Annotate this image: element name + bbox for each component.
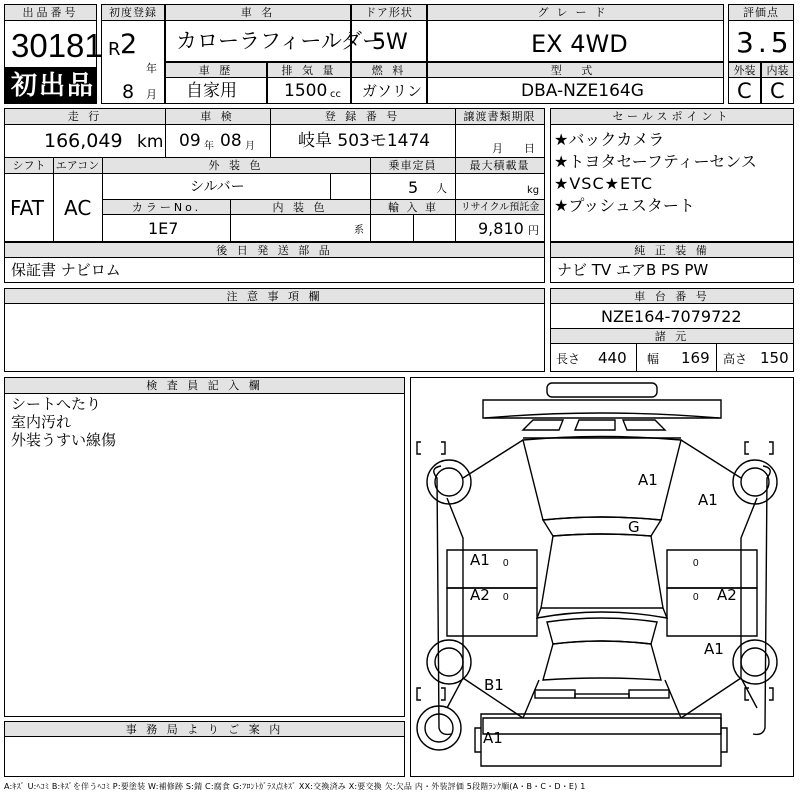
first-registration-box bbox=[101, 4, 165, 104]
sales-point-2: ★トヨタセーフティーセンス bbox=[554, 152, 757, 171]
ac-label: エアコン bbox=[53, 158, 102, 174]
first-listing-label: 初出品 bbox=[11, 71, 96, 101]
recycle-value: 9,810 bbox=[478, 219, 524, 238]
later-parts-value: 保証書 ナビロム bbox=[11, 261, 121, 279]
capacity-unit: 人 bbox=[436, 182, 447, 195]
car-name-label: 車 名 bbox=[166, 5, 350, 21]
recycle-label: リサイクル預託金 bbox=[456, 200, 544, 215]
sales-point-1: ★バックカメラ bbox=[554, 130, 665, 149]
height-value: 150 bbox=[760, 349, 789, 367]
recycle-unit: 円 bbox=[528, 224, 539, 237]
reg-year-unit: 年 bbox=[146, 62, 157, 75]
ac-value: AC bbox=[64, 196, 92, 220]
lot-number: 30181 bbox=[11, 27, 103, 64]
damage-mark-8: B1 bbox=[484, 676, 504, 694]
mileage-value: 166,049 bbox=[44, 130, 123, 152]
sales-point-4: ★プッシュスタート bbox=[554, 196, 695, 215]
damage-mark-2: A1 bbox=[698, 491, 718, 509]
grade-value: EX 4WD bbox=[531, 30, 628, 58]
displacement-box bbox=[267, 62, 351, 104]
int-grade-value: C bbox=[770, 79, 785, 103]
damage-mark-1: A1 bbox=[638, 471, 658, 489]
ext-grade-value: C bbox=[737, 79, 752, 103]
ext-grade-label: 外装 bbox=[729, 63, 760, 78]
car-name: カローラフィールダー bbox=[176, 29, 384, 53]
color-no-label: カラーNo. bbox=[103, 200, 230, 215]
fuel-box bbox=[351, 62, 427, 104]
int-color-unit: 系 bbox=[354, 225, 364, 236]
history-box bbox=[165, 62, 267, 104]
damage-mark-3: G bbox=[628, 518, 640, 536]
specs-block bbox=[4, 108, 545, 242]
width-label: 幅 bbox=[647, 352, 660, 366]
svg-text:0: 0 bbox=[693, 558, 699, 569]
sales-point-3: ★VSC★ETC bbox=[554, 174, 654, 193]
insp-year: 09 bbox=[179, 131, 201, 151]
insp-year-unit: 年 bbox=[204, 141, 214, 152]
later-parts-box bbox=[4, 242, 545, 283]
height-label: 高さ bbox=[723, 352, 748, 366]
svg-text:0: 0 bbox=[503, 592, 509, 603]
load-label: 最大積載量 bbox=[455, 158, 544, 174]
svg-text:0: 0 bbox=[503, 558, 509, 569]
sales-points-label: セールスポイント bbox=[551, 109, 793, 125]
ext-grade-box bbox=[728, 62, 761, 104]
insp-month-unit: 月 bbox=[245, 141, 255, 152]
model-box bbox=[427, 62, 724, 104]
int-color-label: 内 装 色 bbox=[230, 200, 370, 215]
width-value: 169 bbox=[681, 349, 710, 367]
damage-mark-4: A1 bbox=[470, 551, 490, 569]
inspector-label: 検 査 員 記 入 欄 bbox=[5, 378, 404, 394]
door-type-label: ドア形状 bbox=[352, 5, 426, 21]
car-diagram bbox=[411, 378, 793, 776]
door-type-box bbox=[351, 4, 427, 62]
mileage-unit: km bbox=[137, 132, 164, 152]
transfer-month: 月 bbox=[492, 142, 503, 155]
shift-value: FAT bbox=[10, 196, 45, 220]
legend-text: A:ｷｽﾞ U:ﾍｺﾐ B:ｷｽﾞを伴うﾍｺﾐ P:要塗装 W:補修跡 S:錆 C:腐食 G:ﾌﾛﾝﾄｶﾞﾗｽ点ｷｽﾞ XX:交換済み X:要交換 欠:欠品 内・外装評価 5段階ﾗﾝｸ順(A・B・C・D・E) 1 bbox=[4, 782, 586, 791]
shift-label: シフト bbox=[5, 158, 53, 174]
grade-box bbox=[427, 4, 724, 62]
reg-month: 8 bbox=[122, 81, 135, 103]
chassis-value: NZE164-7079722 bbox=[601, 307, 742, 326]
first-listing-badge bbox=[5, 67, 96, 103]
notes-box bbox=[4, 288, 545, 372]
length-value: 440 bbox=[598, 349, 627, 367]
later-parts-label: 後 日 発 送 部 品 bbox=[5, 243, 544, 258]
fuel-value: ガソリン bbox=[362, 82, 423, 100]
inspector-box bbox=[4, 377, 405, 717]
displacement-label: 排 気 量 bbox=[268, 63, 350, 78]
int-grade-box bbox=[761, 62, 794, 104]
plate-label: 登 録 番 号 bbox=[270, 109, 455, 125]
ext-color-label: 外 装 色 bbox=[102, 158, 370, 174]
lot-box bbox=[4, 4, 103, 104]
damage-mark-7: A1 bbox=[704, 640, 724, 658]
transfer-label: 譲渡書類期限 bbox=[455, 109, 544, 125]
capacity-value: 5 bbox=[408, 178, 419, 197]
capacity-label: 乗車定員 bbox=[370, 158, 455, 174]
damage-diagram-box bbox=[410, 377, 794, 777]
model-value: DBA-NZE164G bbox=[521, 81, 644, 101]
import-label: 輸 入 車 bbox=[371, 200, 455, 215]
office-box bbox=[4, 721, 405, 777]
lot-label: 出品番号 bbox=[5, 5, 96, 21]
insp-month: 08 bbox=[220, 131, 242, 151]
dims-label: 諸 元 bbox=[551, 329, 793, 344]
mileage-label: 走 行 bbox=[5, 109, 165, 125]
chassis-label: 車 台 番 号 bbox=[551, 289, 793, 304]
reg-year: 2 bbox=[120, 29, 138, 60]
displacement-value: 1500 bbox=[284, 81, 328, 101]
inspection-label: 車 検 bbox=[165, 109, 270, 125]
damage-mark-9: A1 bbox=[483, 729, 503, 747]
damage-mark-5: A2 bbox=[470, 586, 490, 604]
inspector-line-1: シートへたり bbox=[11, 395, 102, 413]
reg-era: R bbox=[108, 39, 121, 60]
notes-label: 注 意 事 項 欄 bbox=[5, 289, 544, 304]
inspector-line-3: 外装うすい線傷 bbox=[11, 431, 117, 449]
car-name-box bbox=[165, 4, 384, 62]
history-label: 車 歴 bbox=[166, 63, 266, 78]
plate-value: 岐阜 503モ1474 bbox=[298, 131, 431, 151]
equipment-value: ナビ TV エアB PS PW bbox=[557, 261, 709, 279]
svg-text:0: 0 bbox=[693, 592, 699, 603]
office-label: 事 務 局 よ り ご 案 内 bbox=[5, 722, 404, 737]
color-no-value: 1E7 bbox=[148, 219, 179, 238]
displacement-unit: cc bbox=[330, 89, 341, 100]
ext-color-value: シルバー bbox=[190, 179, 245, 195]
damage-mark-6: A2 bbox=[717, 586, 737, 604]
transfer-day: 日 bbox=[524, 142, 535, 155]
sales-points-box bbox=[550, 108, 794, 242]
history-value: 自家用 bbox=[186, 81, 237, 101]
length-label: 長さ bbox=[556, 352, 581, 366]
model-label: 型 式 bbox=[428, 63, 723, 78]
fuel-label: 燃 料 bbox=[352, 63, 426, 78]
score-label: 評価点 bbox=[729, 5, 793, 21]
grade-label: グレード bbox=[428, 5, 723, 21]
equipment-box bbox=[550, 242, 794, 283]
score-box bbox=[728, 4, 794, 62]
score-value: 3.5 bbox=[736, 26, 793, 59]
door-type-value: 5W bbox=[372, 30, 408, 55]
first-registration-label: 初度登録 bbox=[102, 5, 164, 21]
load-unit: kg bbox=[527, 185, 540, 196]
int-grade-label: 内装 bbox=[762, 63, 793, 78]
chassis-box bbox=[550, 288, 794, 372]
reg-month-unit: 月 bbox=[146, 88, 157, 101]
equipment-label: 純 正 装 備 bbox=[551, 243, 793, 258]
inspector-line-2: 室内汚れ bbox=[11, 413, 72, 431]
